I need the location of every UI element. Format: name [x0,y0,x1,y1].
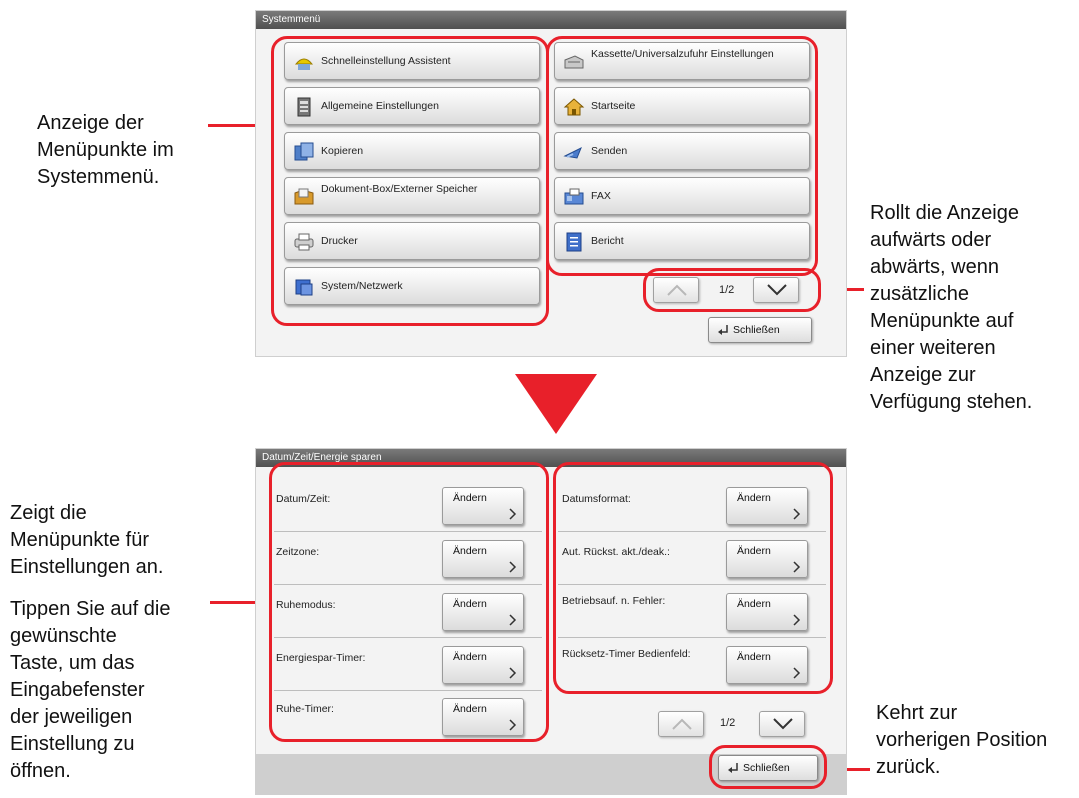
change-label: Ändern [453,598,487,610]
menu-button-quick-setup[interactable] [284,42,540,80]
scroll-down-button[interactable] [759,711,805,737]
change-button-date-format[interactable] [726,487,808,525]
change-label: Ändern [453,651,487,663]
screen-title: Datum/Zeit/Energie sparen [256,449,846,467]
menu-label: Senden [591,145,628,157]
menu-label: Kassette/Universalzufuhr Einstellungen [591,48,774,60]
return-arrow-icon [717,324,729,336]
menu-label: System/Netzwerk [321,280,403,292]
menu-button-document-box[interactable] [284,177,540,215]
change-label: Ändern [453,492,487,504]
change-label: Ändern [453,545,487,557]
callout-menu-items: Anzeige der Menüpunkte im Systemmenü. [37,112,174,188]
row-separator [274,690,542,691]
change-label: Ändern [737,545,771,557]
setting-label-date-time: Datum/Zeit: [276,493,331,505]
scroll-down-button[interactable] [753,277,799,303]
callout-back: Kehrt zur vorherigen Position zurück. [876,702,1048,778]
fax-icon [563,187,585,207]
row-separator [274,637,542,638]
menu-button-printer[interactable] [284,222,540,260]
send-icon [563,142,585,162]
change-button-sleep-mode[interactable] [442,593,524,631]
close-label: Schließen [733,324,780,336]
menu-button-cassette[interactable] [554,42,810,80]
change-label: Ändern [453,703,487,715]
menu-label: Schnelleinstellung Assistent [321,55,451,67]
callout-settings: Zeigt die Menüpunkte für Einstellungen an. [10,502,164,578]
change-button-sleep-timer[interactable] [442,698,524,736]
close-button[interactable] [718,755,818,781]
date-time-energy-screen [255,448,847,795]
chevron-up-icon [666,283,688,297]
change-button-resume-after-error[interactable] [726,593,808,631]
menu-label: Startseite [591,100,636,112]
setting-label-panel-reset-timer: Rücksetz-Timer Bedienfeld: [562,648,691,660]
wizard-icon [293,52,315,72]
setting-label-sleep-timer: Ruhe-Timer: [276,703,334,715]
scroll-up-button[interactable] [653,277,699,303]
change-label: Ändern [737,598,771,610]
printer-icon [293,232,315,252]
setting-label-resume-after-error: Betriebsauf. n. Fehler: [562,595,666,607]
chevron-right-icon [793,561,801,573]
page-indicator: 1/2 [720,717,736,729]
row-separator [558,531,826,532]
chevron-right-icon [509,614,517,626]
menu-label: Dokument-Box/Externer Speicher [321,183,478,195]
chevron-right-icon [793,508,801,520]
report-icon [563,232,585,252]
chevron-right-icon [509,719,517,731]
callout-tap: Tippen Sie auf die gewünschte Taste, um das Eingabefenster der jeweiligen Einstellung zu öffnen. [10,598,171,782]
copy-icon [293,142,315,162]
row-separator [558,637,826,638]
page-indicator: 1/2 [719,284,735,296]
menu-label: FAX [591,190,611,202]
change-button-time-zone[interactable] [442,540,524,578]
menu-button-send[interactable] [554,132,810,170]
callout-scroll: Rollt die Anzeige aufwärts oder abwärts, wenn zusätzliche Menüpunkte auf einer weiteren Anzeige zur Verfügung stehen. [870,202,1033,413]
setting-label-date-format: Datumsformat: [562,493,631,505]
menu-button-system-network[interactable] [284,267,540,305]
change-button-date-time[interactable] [442,487,524,525]
row-separator [558,584,826,585]
setting-label-energy-timer: Energiespar-Timer: [276,652,366,664]
menu-label: Bericht [591,235,624,247]
system-menu-screen [255,10,847,357]
chevron-up-icon [671,717,693,731]
row-separator [274,584,542,585]
chevron-down-icon [772,717,794,731]
cassette-icon [563,52,585,72]
setting-label-sleep-mode: Ruhemodus: [276,599,336,611]
chevron-right-icon [793,667,801,679]
change-label: Ändern [737,492,771,504]
screen-title: Systemmenü [256,11,846,29]
chevron-right-icon [509,667,517,679]
close-button[interactable] [708,317,812,343]
settings-icon [293,97,315,117]
chevron-right-icon [793,614,801,626]
change-button-auto-reset[interactable] [726,540,808,578]
menu-button-copy[interactable] [284,132,540,170]
menu-button-report[interactable] [554,222,810,260]
close-label: Schließen [743,762,790,774]
chevron-down-icon [766,283,788,297]
setting-label-auto-reset: Aut. Rückst. akt./deak.: [562,546,670,558]
return-arrow-icon [727,762,739,774]
down-arrow-icon [515,374,597,436]
home-icon [563,97,585,117]
row-separator [274,531,542,532]
document-box-icon [293,187,315,207]
setting-label-time-zone: Zeitzone: [276,546,320,558]
chevron-right-icon [509,561,517,573]
menu-label: Allgemeine Einstellungen [321,100,439,112]
change-button-panel-reset-timer[interactable] [726,646,808,684]
change-label: Ändern [737,651,771,663]
network-icon [293,277,315,297]
menu-label: Kopieren [321,145,364,157]
menu-button-home[interactable] [554,87,810,125]
chevron-right-icon [509,508,517,520]
scroll-up-button[interactable] [658,711,704,737]
menu-label: Drucker [321,235,358,247]
menu-button-fax[interactable] [554,177,810,215]
change-button-energy-timer[interactable] [442,646,524,684]
menu-button-general-settings[interactable] [284,87,540,125]
